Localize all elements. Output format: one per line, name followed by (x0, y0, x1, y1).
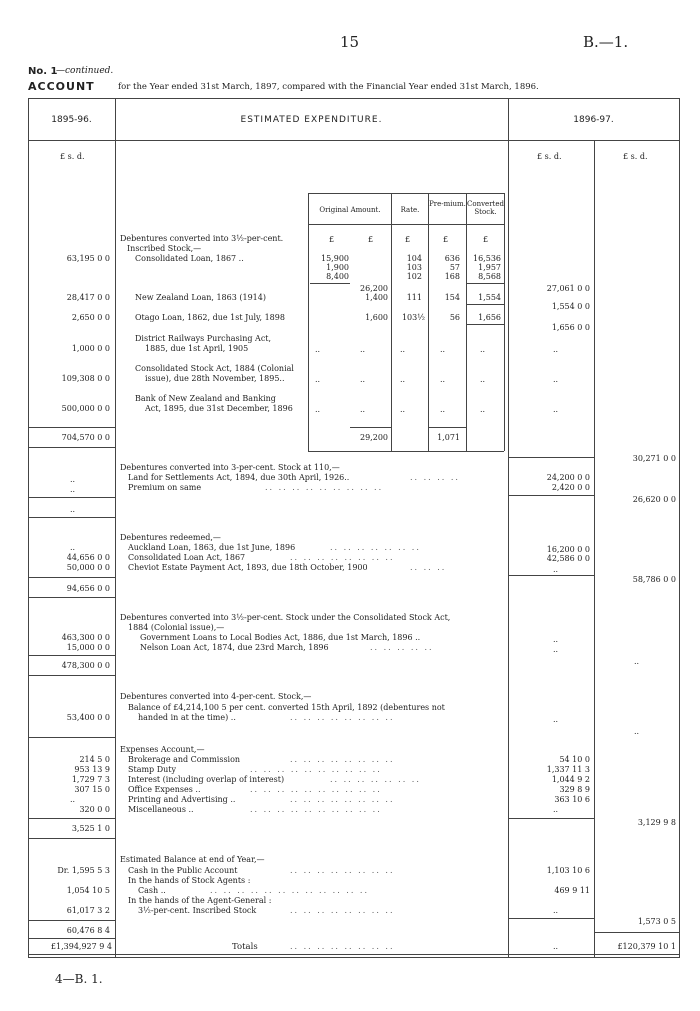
pound-sign: £ (329, 235, 335, 244)
current-year-value: 54 10 0 (559, 755, 590, 764)
premium: 57 (449, 263, 460, 272)
pound-sign: £ (405, 235, 411, 244)
account-title: ACCOUNT (28, 80, 95, 93)
row-label: handed in at the time) .. (138, 713, 236, 722)
original-amount: 1,600 (365, 313, 388, 322)
section-heading: Estimated Balance at end of Year,— (120, 855, 265, 864)
prev-year-value: 28,417 0 0 (66, 293, 110, 302)
current-year-value: 1,044 9 2 (551, 775, 590, 784)
row-label: Printing and Advertising .. (128, 795, 236, 804)
premium: 168 (444, 272, 460, 281)
subheader-original-amount: Original Amount. (319, 206, 381, 214)
section-heading: Debentures redeemed,— (120, 533, 221, 542)
row-label: 1885, due 1st April, 1905 (145, 344, 249, 353)
prev-year-subtotal: 60,476 8 4 (66, 926, 110, 935)
row-label: Land for Settlements Act, 1894, due 30th April, 1926.. (128, 473, 350, 482)
row-label: Miscellaneous .. (128, 805, 194, 814)
pound-sign: £ (368, 235, 374, 244)
row-label: Nelson Loan Act, 1874, due 23rd March, 1896 (140, 643, 329, 652)
current-year-value: 469 9 11 (554, 886, 590, 895)
lsd-heading: £ s. d. (60, 152, 85, 161)
subheader-converted-stock: Converted Stock. (467, 200, 504, 216)
leader-dots: .. .. .. .. .. .. .. .. .. .. (250, 765, 382, 774)
column-header-1896-97: 1896-97. (573, 115, 614, 125)
section-total: 3,129 9 8 (637, 818, 676, 827)
original-amount: 1,400 (365, 293, 388, 302)
dots: .. (400, 345, 406, 354)
row-label: In the hands of Stock Agents : (128, 876, 251, 885)
current-year-value: 16,200 0 0 (546, 545, 590, 554)
dots: .. (553, 715, 559, 724)
prev-year-subtotal: 94,656 0 0 (66, 584, 110, 593)
rate: 102 (406, 272, 422, 281)
section-heading: Inscribed Stock,— (127, 244, 202, 253)
dots: .. (553, 375, 559, 384)
leader-dots: .. .. .. .. .. .. .. .. (290, 713, 395, 722)
prev-year-value: 109,308 0 0 (61, 374, 110, 383)
row-label: Bank of New Zealand and Banking (135, 394, 276, 403)
dots: .. (440, 405, 446, 414)
dots: .. (553, 565, 559, 574)
row-label: Cash .. (138, 886, 166, 895)
prev-year-value: 61,017 3 2 (66, 906, 110, 915)
premium: 154 (444, 293, 460, 302)
leader-dots: .. .. .. .. .. .. .. .. .. (265, 483, 384, 492)
dots: .. (553, 645, 559, 654)
original-amount: 1,900 (326, 263, 349, 272)
dots: .. (70, 543, 76, 552)
dots: .. (480, 405, 486, 414)
prev-year-value: 15,000 0 0 (66, 643, 110, 652)
converted-stock: 16,536 (473, 254, 501, 263)
dots: .. (634, 727, 640, 736)
prev-year-subtotal: 478,300 0 0 (61, 661, 110, 670)
lsd-heading: £ s. d. (623, 152, 648, 161)
current-year-value: 27,061 0 0 (546, 284, 590, 293)
row-label: In the hands of the Agent-General : (128, 896, 272, 905)
section-heading: 1884 (Colonial issue),— (128, 623, 225, 632)
prev-year-grand-total: £1,394,927 9 4 (50, 942, 112, 951)
current-year-value: 2,420 0 0 (551, 483, 590, 492)
row-label: 3½-per-cent. Inscribed Stock (138, 906, 257, 915)
rate: 103½ (401, 313, 425, 322)
dots: .. (634, 657, 640, 666)
leader-dots: .. .. .. .. .. .. .. .. (290, 906, 395, 915)
leader-dots: .. .. .. (410, 563, 447, 572)
pound-sign: £ (483, 235, 489, 244)
prev-year-value: 1,729 7 3 (71, 775, 110, 784)
prev-year-value: 1,054 10 5 (66, 886, 110, 895)
prev-year-value: 63,195 0 0 (66, 254, 110, 263)
dots: .. (553, 345, 559, 354)
leader-dots: .. .. .. .. .. .. .. .. (290, 755, 395, 764)
dots: .. (360, 405, 366, 414)
subheader-premium: Pre-mium. (429, 200, 466, 208)
prev-year-value: 1,000 0 0 (71, 344, 110, 353)
converted-stock: 1,554 (478, 293, 501, 302)
table-number: No. 1 (28, 66, 58, 77)
row-label: Auckland Loan, 1863, due 1st June, 1896 (128, 543, 296, 552)
prev-year-value: 307 15 0 (74, 785, 110, 794)
lsd-heading: £ s. d. (537, 152, 562, 161)
original-amount: 8,400 (326, 272, 349, 281)
prev-year-subtotal: 704,570 0 0 (61, 433, 110, 442)
dots: .. (400, 375, 406, 384)
prev-year-value: 44,656 0 0 (66, 553, 110, 562)
dots: .. (315, 405, 321, 414)
current-year-value: 1,554 0 0 (551, 302, 590, 311)
current-year-value: 329 8 9 (559, 785, 590, 794)
section-heading: Debentures converted into 4-per-cent. Stock,— (120, 692, 312, 701)
row-label: Cheviot Estate Payment Act, 1893, due 18th October, 1900 (128, 563, 368, 572)
continued-label: —continued. (56, 66, 114, 76)
leader-dots: .. .. .. .. .. .. .. (330, 775, 421, 784)
dots: .. (400, 405, 406, 414)
prev-year-value: 500,000 0 0 (61, 404, 110, 413)
section-heading: Debentures converted into 3½-per-cent. (120, 234, 284, 243)
dots: .. (360, 375, 366, 384)
leader-dots: .. .. .. .. .. .. .. .. (290, 942, 395, 951)
row-label: issue), due 28th November, 1895.. (145, 374, 285, 383)
row-label: Stamp Duty (128, 765, 177, 774)
current-year-grand-total: £120,379 10 1 (617, 942, 676, 951)
row-label: New Zealand Loan, 1863 (1914) (135, 293, 266, 302)
column-header-1895-96: 1895-96. (51, 115, 92, 125)
prev-year-value: 320 0 0 (79, 805, 110, 814)
row-label: Premium on same (128, 483, 202, 492)
section-total: 1,573 0 5 (637, 917, 676, 926)
leader-dots: .. .. .. .. .. .. .. .. (290, 795, 395, 804)
rate: 103 (406, 263, 422, 272)
dots: .. (315, 345, 321, 354)
rate: 104 (406, 254, 422, 263)
page-number: 15 (340, 33, 360, 51)
premium-total: 1,071 (437, 433, 460, 442)
prev-year-value: 214 5 0 (79, 755, 110, 764)
leader-dots: .. .. .. .. .. .. .. .. .. .. .. .. (210, 886, 370, 895)
section-heading: Debentures converted into 3½-per-cent. Stock under the Consolidated Stock Act, (120, 613, 451, 622)
leader-dots: .. .. .. .. .. .. .. .. .. .. (250, 785, 382, 794)
converted-stock: 1,656 (478, 313, 501, 322)
dots: .. (480, 375, 486, 384)
current-year-value: 363 10 6 (554, 795, 590, 804)
leader-dots: .. .. .. .. .. .. .. (330, 543, 421, 552)
row-label: Interest (including overlap of interest) (128, 775, 285, 784)
row-label: Act, 1895, due 31st December, 1896 (145, 404, 293, 413)
original-amount: 15,900 (321, 254, 349, 263)
current-year-value: 24,200 0 0 (546, 473, 590, 482)
subheader-rate: Rate. (400, 206, 420, 214)
dots: .. (480, 345, 486, 354)
converted-stock: 1,957 (478, 263, 501, 272)
prev-year-value: 463,300 0 0 (61, 633, 110, 642)
document-reference: B.—1. (583, 33, 629, 51)
row-label: Cash in the Public Account (128, 866, 238, 875)
premium: 56 (449, 313, 460, 322)
dots: .. (315, 375, 321, 384)
current-year-value: 1,103 10 6 (546, 866, 590, 875)
section-total: 26,620 0 0 (632, 495, 676, 504)
prev-year-value: 53,400 0 0 (66, 713, 110, 722)
leader-dots: .. .. .. .. .. .. .. .. .. .. (250, 805, 382, 814)
dots: .. (70, 485, 76, 494)
dots: .. (553, 942, 559, 951)
premium: 636 (444, 254, 460, 263)
section-heading: Expenses Account,— (120, 745, 205, 754)
row-label: Government Loans to Local Bodies Act, 1886, due 1st March, 1896 .. (140, 633, 421, 642)
leader-dots: .. .. .. .. .. (370, 643, 434, 652)
leader-dots: .. .. .. .. (410, 473, 460, 482)
row-label: Brokerage and Commission (128, 755, 241, 764)
original-amount-total: 29,200 (360, 433, 388, 442)
section-heading: Debentures converted into 3-per-cent. Stock at 110,— (120, 463, 340, 472)
row-label: Consolidated Loan Act, 1867 (128, 553, 246, 562)
account-subtitle: for the Year ended 31st March, 1897, compared with the Financial Year ended 31st March, 1896. (118, 82, 539, 92)
row-label: District Railways Purchasing Act, (135, 334, 272, 343)
current-year-value: .. (553, 805, 559, 814)
dots: .. (553, 906, 559, 915)
dots: .. (553, 635, 559, 644)
current-year-value: 42,586 0 0 (546, 554, 590, 563)
dots: .. (70, 475, 76, 484)
dots: .. (360, 345, 366, 354)
prev-year-value: 2,650 0 0 (71, 313, 110, 322)
dots: .. (70, 505, 76, 514)
section-total: 30,271 0 0 (632, 454, 676, 463)
current-year-value: 1,656 0 0 (551, 323, 590, 332)
footer-reference: 4—B. 1. (55, 972, 103, 986)
row-label: Office Expenses .. (128, 785, 201, 794)
prev-year-subtotal: 3,525 1 0 (71, 824, 110, 833)
current-year-value: 1,337 11 3 (546, 765, 590, 774)
converted-stock: 8,568 (478, 272, 501, 281)
row-label: Otago Loan, 1862, due 1st July, 1898 (135, 313, 285, 322)
row-label: Consolidated Loan, 1867 .. (135, 254, 244, 263)
leader-dots: .. .. .. .. .. .. .. .. (290, 866, 395, 875)
row-label: Consolidated Stock Act, 1884 (Colonial (135, 364, 294, 373)
pound-sign: £ (443, 235, 449, 244)
prev-year-value: 50,000 0 0 (66, 563, 110, 572)
rate: 111 (406, 293, 422, 302)
prev-year-value: .. (70, 795, 76, 804)
dots: .. (440, 345, 446, 354)
column-header-estimated-expenditure: ESTIMATED EXPENDITURE. (240, 115, 383, 125)
totals-label: Totals (232, 942, 258, 952)
prev-year-value: 953 13 9 (74, 765, 110, 774)
section-total: 58,786 0 0 (632, 575, 676, 584)
dots: .. (553, 405, 559, 414)
leader-dots: .. .. .. .. .. .. .. .. (290, 553, 395, 562)
prev-year-value: Dr. 1,595 5 3 (57, 866, 110, 875)
original-amount-total: 26,200 (360, 284, 388, 293)
row-label: Balance of £4,214,100 5 per cent. converted 15th April, 1892 (debentures not (128, 703, 445, 712)
dots: .. (440, 375, 446, 384)
